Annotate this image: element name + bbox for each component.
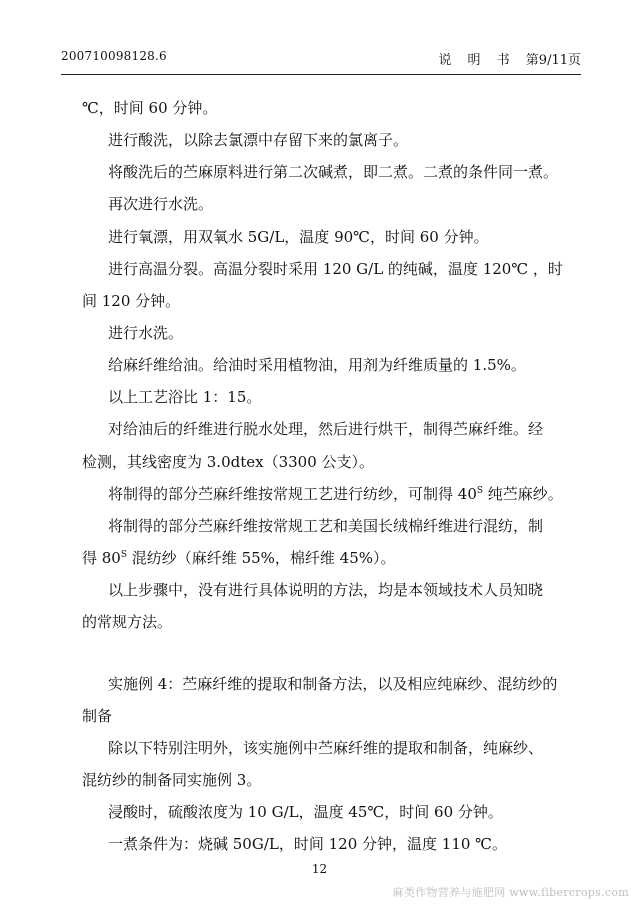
header-page-info: 第9/11页 xyxy=(525,53,581,68)
header-label-ming: 明 xyxy=(467,53,481,68)
text-line: 进行水洗。 xyxy=(108,324,184,342)
text-segment: 将制得的部分苎麻纤维按常规工艺进行纺纱，可制得 40 xyxy=(108,485,477,503)
text-line: 检测，其线密度为 3.0dtex（3300 公支）。 xyxy=(82,453,375,471)
text-line xyxy=(108,484,563,504)
text-line: ℃，时间 60 分钟。 xyxy=(82,99,218,117)
page-number: 12 xyxy=(311,862,328,876)
header-label-shu: 书 xyxy=(496,53,510,68)
text-line: 对给油后的纤维进行脱水处理，然后进行烘干，制得苎麻纤维。经 xyxy=(108,420,544,438)
text-segment: 纯苎麻纱。 xyxy=(483,485,563,503)
text-line xyxy=(82,548,396,568)
header-right xyxy=(426,49,581,68)
page-header xyxy=(61,49,581,69)
watermark: 麻类作物营养与施肥网 www.fibercrops.com xyxy=(392,886,629,899)
superscript-s: S xyxy=(120,550,128,560)
text-line: 间 120 分钟。 xyxy=(82,292,181,310)
text-segment: 混纺纱（麻纤维 55%，棉纤维 45%）。 xyxy=(127,549,396,567)
text-line: 以上步骤中，没有进行具体说明的方法，均是本领域技术人员知晓 xyxy=(108,581,544,599)
text-line: 将酸洗后的苎麻原料进行第二次碱煮，即二煮。二煮的条件同一煮。 xyxy=(108,163,559,181)
text-line: 以上工艺浴比 1：15。 xyxy=(108,388,262,406)
text-line: 给麻纤维给油。给油时采用植物油，用剂为纤维质量的 1.5%。 xyxy=(108,356,526,374)
text-line: 一煮条件为：烧碱 50G/L，时间 120 分钟，温度 110 ℃。 xyxy=(108,835,507,853)
section-heading: 实施例 4：苎麻纤维的提取和制备方法，以及相应纯麻纱、混纺纱的 xyxy=(108,675,558,693)
header-rule xyxy=(61,74,581,75)
text-segment: 得 80 xyxy=(82,549,121,567)
text-line: 的常规方法。 xyxy=(82,613,173,631)
text-line: 混纺纱的制备同实施例 3。 xyxy=(82,771,262,789)
text-line: 将制得的部分苎麻纤维按常规工艺和美国长绒棉纤维进行混纺，制 xyxy=(108,517,544,535)
text-line: 浸酸时，硫酸浓度为 10 G/L，温度 45℃，时间 60 分钟。 xyxy=(108,803,503,821)
text-line: 进行氧漂，用双氧水 5G/L，温度 90℃，时间 60 分钟。 xyxy=(108,228,489,246)
text-line: 进行高温分裂。高温分裂时采用 120 G/L 的纯碱，温度 120℃ ，时 xyxy=(108,260,563,278)
section-heading-continuation: 制备 xyxy=(82,707,113,725)
document-number: 200710098128.6 xyxy=(61,49,167,63)
superscript-s: S xyxy=(476,486,484,496)
text-line: 除以下特别注明外，该实施例中苎麻纤维的提取和制备，纯麻纱、 xyxy=(108,739,544,757)
header-label-shuo: 说 xyxy=(438,53,452,68)
text-line: 再次进行水洗。 xyxy=(108,195,214,213)
text-line: 进行酸洗，以除去氯漂中存留下来的氯离子。 xyxy=(108,131,409,149)
